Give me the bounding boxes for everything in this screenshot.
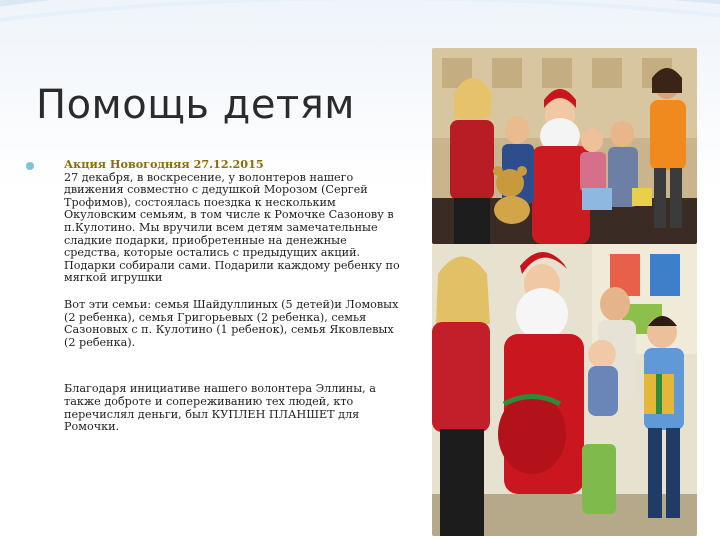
decorative-swoosh: [0, 0, 720, 50]
slide-title: Помощь детям: [36, 82, 355, 128]
paragraph-1-heading: Акция Новогодняя 27.12.2015: [64, 157, 264, 171]
paragraph-1-body: 27 декабря, в воскресение, у волонтеров нашего движения совместно с дедушкой Морозом (Сергей Трофимов), состоялась поездка к нескольким Окуловским семьям, в том числе к Ромочке Сазонову в п.Кулотино. Мы вручили всем детям замечательные сладкие подарки, приобретенные на денежные средства, которые остались с предыдущих акций. Подарки собирали сами. Подарили каждому ребенку по мягкой игрушки: [64, 170, 400, 285]
slide-body: [40, 158, 402, 434]
circle-bullet-icon: [26, 162, 34, 170]
paragraph-3: Благодаря инициативе нашего волонтера Эллины, а также доброте и сопереживанию тех людей, кто перечислял деньги, был КУПЛЕН ПЛАНШЕТ для Ромочки.: [64, 382, 376, 434]
paragraph-2: Вот эти семьи: семья Шайдуллиных (5 детей)и Ломовых (2 ребенка), семья Григорьевых (2 ребенка), семья Сазоновых с п. Кулотино (1 ребенок), семья Яковлевых (2 ребенка).: [64, 297, 399, 349]
photo-family-with-ded-moroz: [432, 244, 697, 536]
photo-group-with-ded-moroz: [432, 48, 697, 244]
paragraph-1: [64, 158, 402, 285]
